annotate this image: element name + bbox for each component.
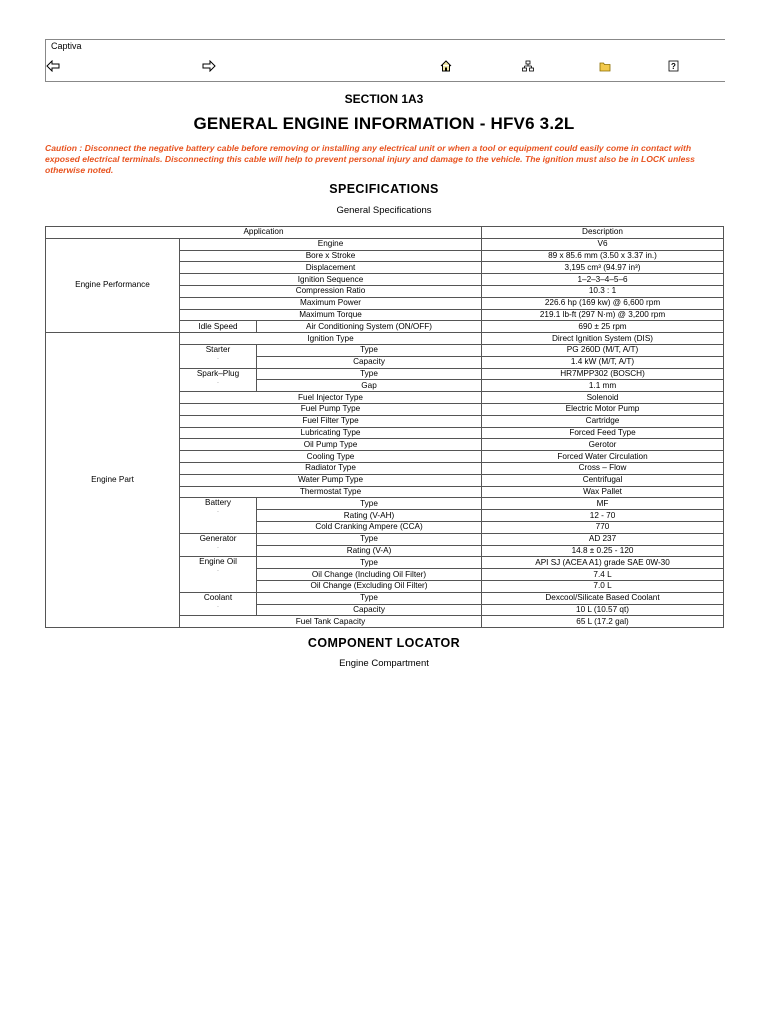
spec-label: Maximum Torque [180, 309, 482, 321]
spec-value: 12 - 70 [482, 510, 724, 522]
spec-value: 1.1 mm [482, 380, 724, 392]
nav-title: Captiva [51, 41, 82, 51]
spec-label: Water Pump Type [180, 474, 482, 486]
subgroup-starter: Starter . [180, 344, 257, 368]
spec-value: 3,195 cm³ (94.97 in³) [482, 262, 724, 274]
subgroup-spark-plug: Spark–Plug . [180, 368, 257, 392]
folder-icon[interactable] [598, 59, 612, 73]
spec-value: Forced Water Circulation [482, 451, 724, 463]
spec-value: 1–2–3–4–5–6 [482, 274, 724, 286]
spec-label: Fuel Filter Type [180, 415, 482, 427]
spec-label: Rating (V-A) [257, 545, 482, 557]
column-header-description: Description [482, 227, 724, 239]
spec-value: 226.6 hp (169 kw) @ 6,600 rpm [482, 297, 724, 309]
spec-label: Cooling Type [180, 451, 482, 463]
spec-label: Oil Change (Including Oil Filter) [257, 569, 482, 581]
spec-value: 10.3 : 1 [482, 285, 724, 297]
svg-text:?: ? [670, 62, 676, 71]
spec-value: V6 [482, 238, 724, 250]
spec-label: Type [257, 344, 482, 356]
subgroup-coolant: Coolant . [180, 592, 257, 616]
spec-value: API SJ (ACEA A1) grade SAE 0W-30 [482, 557, 724, 569]
spec-label: Type [257, 498, 482, 510]
spec-label: Engine [180, 238, 482, 250]
general-specifications-table [45, 226, 724, 628]
spec-label: Cold Cranking Ampere (CCA) [257, 521, 482, 533]
subgroup-generator: Generator . [180, 533, 257, 557]
spec-label: Fuel Tank Capacity [180, 616, 482, 628]
spec-value: Forced Feed Type [482, 427, 724, 439]
spec-label: Fuel Injector Type [180, 392, 482, 404]
spec-value: MF [482, 498, 724, 510]
spec-value: AD 237 [482, 533, 724, 545]
navigation-bar [45, 39, 725, 82]
column-header-application: Application [46, 227, 482, 239]
spec-label: Displacement [180, 262, 482, 274]
spec-value: 1.4 kW (M/T, A/T) [482, 356, 724, 368]
spec-value: Cartridge [482, 415, 724, 427]
spec-value: Dexcool/Silicate Based Coolant [482, 592, 724, 604]
spec-value: Electric Motor Pump [482, 403, 724, 415]
subgroup-idle-speed: Idle Speed [180, 321, 257, 333]
spec-label: Air Conditioning System (ON/OFF) [257, 321, 482, 333]
spec-label: Lubricating Type [180, 427, 482, 439]
spec-value: HR7MPP302 (BOSCH) [482, 368, 724, 380]
spec-value: Gerotor [482, 439, 724, 451]
table-row [46, 238, 724, 250]
spec-value: 7.4 L [482, 569, 724, 581]
spec-label: Bore x Stroke [180, 250, 482, 262]
spec-label: Capacity [257, 356, 482, 368]
spec-label: Ignition Type [180, 333, 482, 345]
sitemap-icon[interactable] [521, 59, 535, 73]
spec-value: 690 ± 25 rpm [482, 321, 724, 333]
spec-value: PG 260D (M/T, A/T) [482, 344, 724, 356]
spec-label: Ignition Sequence [180, 274, 482, 286]
home-icon[interactable] [439, 59, 453, 73]
spec-label: Type [257, 557, 482, 569]
spec-value: Wax Pallet [482, 486, 724, 498]
spec-label: Thermostat Type [180, 486, 482, 498]
spec-value: Solenoid [482, 392, 724, 404]
spec-value: Cross – Flow [482, 462, 724, 474]
spec-value: 10 L (10.57 qt) [482, 604, 724, 616]
spec-value: Direct Ignition System (DIS) [482, 333, 724, 345]
spec-label: Oil Change (Excluding Oil Filter) [257, 580, 482, 592]
spec-value: 770 [482, 521, 724, 533]
spec-label: Fuel Pump Type [180, 403, 482, 415]
page-title: GENERAL ENGINE INFORMATION - HFV6 3.2L [193, 114, 575, 133]
spec-label: Type [257, 368, 482, 380]
forward-arrow-icon[interactable] [202, 59, 216, 73]
spec-label: Type [257, 592, 482, 604]
spec-value: 89 x 85.6 mm (3.50 x 3.37 in.) [482, 250, 724, 262]
spec-label: Compression Ratio [180, 285, 482, 297]
subgroup-engine-oil: Engine Oil . [180, 557, 257, 592]
spec-label: Radiator Type [180, 462, 482, 474]
spec-value: Centrifugal [482, 474, 724, 486]
subgroup-battery: Battery . [180, 498, 257, 533]
group-engine-part: Engine Part [46, 333, 180, 628]
section-label: SECTION 1A3 [344, 92, 424, 106]
spec-label: Gap [257, 380, 482, 392]
group-engine-performance: Engine Performance [46, 238, 180, 332]
engine-compartment-caption: Engine Compartment [339, 658, 429, 669]
spec-value: 14.8 ± 0.25 - 120 [482, 545, 724, 557]
back-arrow-icon[interactable] [46, 59, 60, 73]
table-header-row [46, 227, 724, 239]
spec-label: Capacity [257, 604, 482, 616]
spec-label: Rating (V-AH) [257, 510, 482, 522]
specifications-heading: SPECIFICATIONS [329, 182, 439, 196]
spec-value: 219.1 lb-ft (297 N·m) @ 3,200 rpm [482, 309, 724, 321]
component-locator-heading: COMPONENT LOCATOR [307, 636, 461, 650]
spec-label: Oil Pump Type [180, 439, 482, 451]
spec-label: Maximum Power [180, 297, 482, 309]
help-icon[interactable] [666, 59, 680, 73]
general-specifications-caption: General Specifications [336, 205, 432, 216]
spec-value: 7.0 L [482, 580, 724, 592]
caution-note: Caution : Disconnect the negative battery cable before removing or installing any electrical unit or when a tool or equipment could easily come in contact with exposed electrical terminals. Disconnecting this cable will help to prevent personal injury and damage to the vehicle. The ignition must also be in LOCK unless otherwise noted. [45, 143, 695, 175]
spec-label: Type [257, 533, 482, 545]
table-row [46, 333, 724, 345]
spec-value: 65 L (17.2 gal) [482, 616, 724, 628]
